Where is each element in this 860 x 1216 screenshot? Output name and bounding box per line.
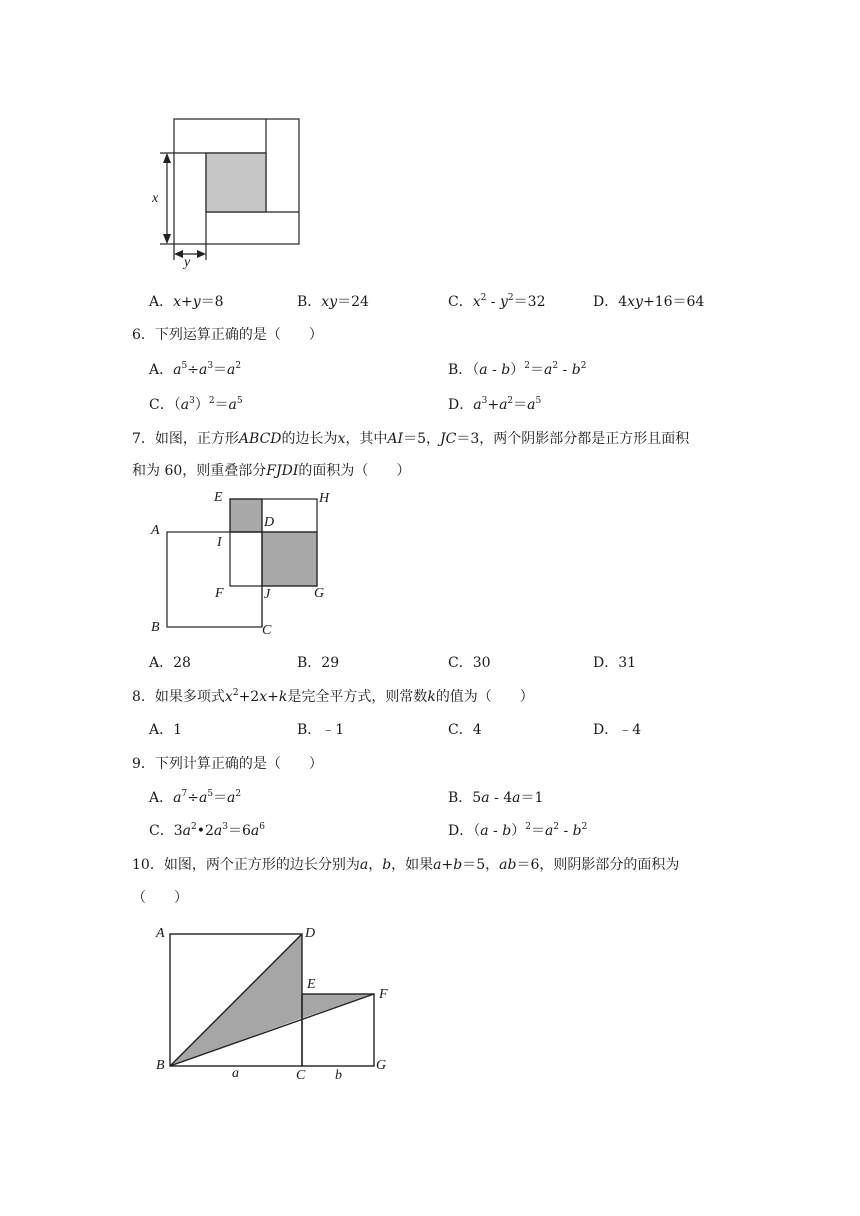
q7-option-d[interactable]: D．31 — [593, 655, 637, 671]
q9-option-c[interactable]: C．$3a^2•2a^3=6a^6$ — [149, 822, 266, 839]
label-D: D — [305, 926, 316, 941]
label-D: D — [264, 515, 275, 530]
q7-option-c[interactable]: C．30 — [448, 655, 491, 671]
label-J: J — [264, 587, 271, 602]
label-y: y — [184, 255, 191, 270]
label-A: A — [151, 523, 160, 538]
q8-option-b[interactable]: B．﹣1 — [297, 722, 345, 738]
q7-stem-line2: 和为 60，则重叠部分FJDI的面积为（ ） — [132, 463, 411, 479]
label-E: E — [307, 977, 316, 992]
label-F: F — [379, 987, 388, 1002]
label-H: H — [319, 491, 330, 506]
q7-stem-line1: 7．如图，正方形ABCD的边长为x，其中AI＝5，JC＝3，两个阴影部分都是正方形且面积 — [132, 431, 690, 447]
q7-option-a[interactable]: A．28 — [149, 655, 191, 671]
q6-option-a[interactable]: A．$a^5\div a^3=a^2$ — [149, 361, 242, 378]
label-b: b — [335, 1068, 342, 1083]
q6-option-d[interactable]: D．$a^3+a^2=a^5$ — [448, 396, 542, 413]
q8-option-d[interactable]: D．﹣4 — [593, 722, 642, 738]
q5-option-d[interactable]: D．4xy+16＝64 — [593, 294, 705, 310]
q9-option-d[interactable]: D．$(a - b)^2=a^2 - b^2$ — [448, 822, 588, 839]
q8-option-c[interactable]: C．4 — [448, 722, 482, 738]
label-x: x — [152, 191, 159, 206]
label-A: A — [156, 926, 165, 941]
label-E: E — [214, 490, 223, 505]
label-C: C — [296, 1068, 306, 1083]
label-I: I — [217, 535, 222, 550]
q7-option-b[interactable]: B．29 — [297, 655, 340, 671]
q8-option-a[interactable]: A．1 — [149, 722, 183, 738]
q8-stem: 8．如果多项式$x^2+2x+k$是完全平方式，则常数k的值为（ ） — [132, 688, 534, 705]
label-F: F — [215, 586, 224, 601]
q5-option-c[interactable]: C．$x^2 - y^2=32$ — [448, 293, 546, 310]
q6-stem: 6．下列运算正确的是（ ） — [132, 327, 323, 343]
q9-option-b[interactable]: B．5a - 4a＝1 — [448, 790, 544, 806]
label-G: G — [314, 586, 325, 601]
q6-option-c[interactable]: C．$(a^3)^2=a^5$ — [149, 396, 243, 413]
label-B: B — [151, 620, 160, 635]
q10-stem-line1: 10．如图，两个正方形的边长分别为a，b，如果a+b＝5，ab＝6，则阴影部分的面积为 — [132, 857, 680, 873]
label-G: G — [376, 1058, 387, 1073]
label-a: a — [232, 1066, 239, 1081]
q9-option-a[interactable]: A．$a^7\div a^5=a^2$ — [149, 789, 242, 806]
q5-option-a[interactable]: A．x+y＝8 — [149, 294, 224, 310]
q5-option-b[interactable]: B．xy＝24 — [297, 294, 369, 310]
label-C: C — [262, 623, 272, 638]
q10-stem-line2: （ ） — [132, 890, 188, 906]
q9-stem: 9．下列计算正确的是（ ） — [132, 756, 323, 772]
label-B: B — [156, 1058, 165, 1073]
q6-option-b[interactable]: B．$(a - b)^2=a^2 - b^2$ — [448, 361, 587, 378]
